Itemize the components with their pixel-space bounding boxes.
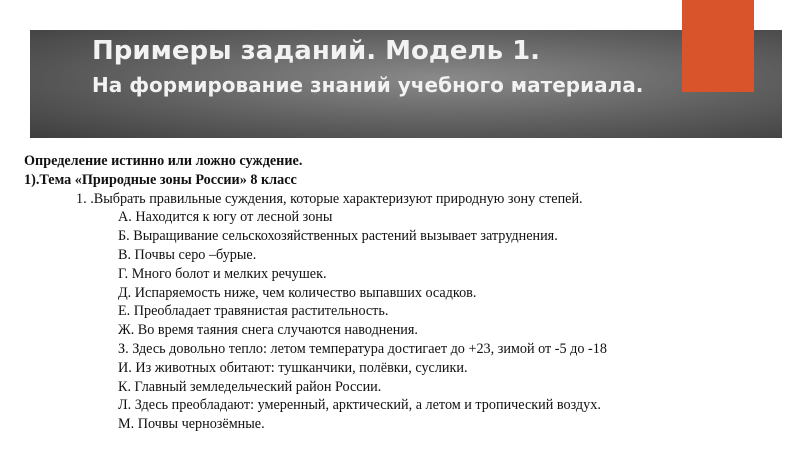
option-b: Б. Выращивание сельскохозяйственных растений вызывает затруднения. <box>118 228 558 245</box>
topic-heading: 1).Тема «Природные зоны России» 8 класс <box>24 171 297 188</box>
slide-title <box>92 34 652 102</box>
accent-block <box>682 0 754 92</box>
task-text: 1. .Выбрать правильные суждения, которые характеризуют природную зону степей. <box>76 190 583 207</box>
title-line-1: Примеры заданий. Модель 1. <box>92 36 541 66</box>
option-k: К. Главный земледельческий район России. <box>118 378 382 395</box>
content-heading: Определение истинно или ложно суждение. <box>24 153 303 169</box>
option-z: З. Здесь довольно тепло: летом температура достигает до +23, зимой от -5 до -18 <box>118 340 607 357</box>
option-m: М. Почвы чернозёмные. <box>118 416 265 433</box>
option-g: Г. Много болот и мелких речушек. <box>118 265 327 282</box>
slide-content <box>24 152 607 434</box>
option-a: А. Находится к югу от лесной зоны <box>118 209 333 226</box>
option-zh: Ж. Во время таяния снега случаются наводнения. <box>118 322 418 339</box>
option-v: В. Почвы серо –бурые. <box>118 246 257 263</box>
option-d: Д. Испаряемость ниже, чем количество выпавших осадков. <box>118 284 477 301</box>
option-e: Е. Преобладает травянистая растительность. <box>118 303 389 320</box>
title-line-2: На формирование знаний учебного материала. <box>92 73 644 97</box>
option-i: И. Из животных обитают: тушканчики, полёвки, суслики. <box>118 359 468 376</box>
option-l: Л. Здесь преобладают: умеренный, арктический, а летом и тропический воздух. <box>118 397 601 414</box>
